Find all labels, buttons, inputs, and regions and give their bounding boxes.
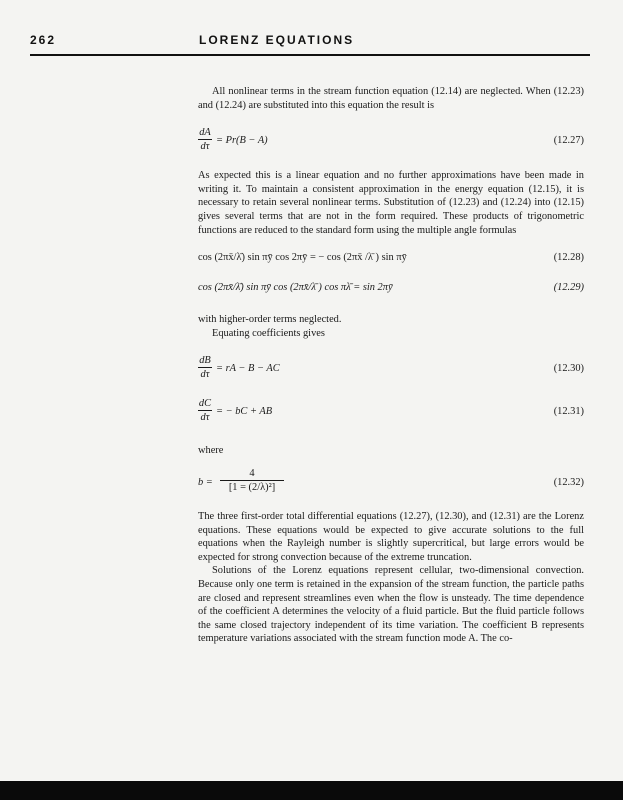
equation-12-31 xyxy=(198,396,584,432)
equation-12-27 xyxy=(198,125,584,161)
fraction xyxy=(198,355,212,381)
equation-number: (12.30) xyxy=(553,363,584,375)
numerator: dC xyxy=(198,398,212,410)
equation-number: (12.29) xyxy=(553,282,584,294)
denominator: dτ xyxy=(200,412,210,424)
equation-rhs: = − bC + AB xyxy=(216,406,273,418)
scan-bottom-edge xyxy=(0,781,623,800)
equation-12-29 xyxy=(198,279,584,301)
numerator: 4 xyxy=(220,467,284,481)
paragraph-higher-order: with higher-order terms neglected. xyxy=(198,314,342,326)
equation-12-30 xyxy=(198,353,584,389)
equation-number: (12.28) xyxy=(553,252,584,264)
paragraph-linear: As expected this is a linear equation and no further approximations have been made in writing it. To maintain a consistent approximation in the energy equation (12.15), it is necessary to retain several nonlinear terms. Substitution of (12.23) and (12.24) into (12.15) gives several terms that are not in the form required. These products of trigonometric functions are reduced to the standard form using the multiple angle formulas xyxy=(198,170,584,236)
equation-rhs: = Pr(B − A) xyxy=(216,135,268,147)
equation-text: cos (2πx̄/λ̄) sin πȳ cos (2πx̄/λ̄ ) cos πλ̄ = sin 2πȳ xyxy=(198,282,393,294)
running-header xyxy=(30,33,590,53)
page-number: 262 xyxy=(30,33,57,47)
equation-number: (12.31) xyxy=(553,406,584,418)
numerator: dA xyxy=(199,127,211,139)
equation-number: (12.32) xyxy=(553,476,584,488)
equation-rhs: = rA − B − AC xyxy=(216,363,280,375)
page-body xyxy=(198,85,584,646)
equation-12-32 xyxy=(198,465,584,501)
paragraph-solutions: Solutions of the Lorenz equations represent cellular, two-dimensional convection. Because only one term is retained in the expansion of the stream function, the particle paths are closed and represent streamlines even when the flow is unsteady. The time dependence of the coefficient A determines the velocity of a fluid particle. But the fluid particle follows the same closed trajectory independent of its time variation. The coefficient B represents temperature variations associated with the stream function mode A. The co- xyxy=(198,565,584,645)
equation-number: (12.27) xyxy=(553,135,584,147)
header-rule xyxy=(30,54,590,56)
numerator: dB xyxy=(199,355,211,367)
paragraph-lorenz-equations: The three first-order total differential equations (12.27), (12.30), and (12.31) are the Lorenz equations. These equations would be expected to give accurate solutions to the full equations when the Rayleigh number is slightly supercritical, but large errors would be expected for strong convection because of the extreme truncation. xyxy=(198,510,584,563)
denominator: dτ xyxy=(200,369,210,381)
fraction xyxy=(220,467,284,495)
equation-12-28 xyxy=(198,248,584,270)
fraction xyxy=(198,127,212,153)
denominator: [1 = (2/λ)²] xyxy=(228,481,276,493)
denominator: dτ xyxy=(200,141,210,153)
equation-text: cos (2πx̄/λ̄) sin πȳ cos 2πȳ = − cos (2πx̄ /λ̄ ) sin πȳ xyxy=(198,252,407,264)
equation-lhs: b = xyxy=(198,476,213,488)
paragraph-equating: Equating coefficients gives xyxy=(212,327,325,339)
paragraph-where: where xyxy=(198,445,224,457)
chapter-title: LORENZ EQUATIONS xyxy=(199,33,355,47)
fraction xyxy=(198,398,212,424)
paragraph-intro: All nonlinear terms in the stream function equation (12.14) are neglected. When (12.23) and (12.24) are substituted into this equation the result is xyxy=(198,86,584,111)
